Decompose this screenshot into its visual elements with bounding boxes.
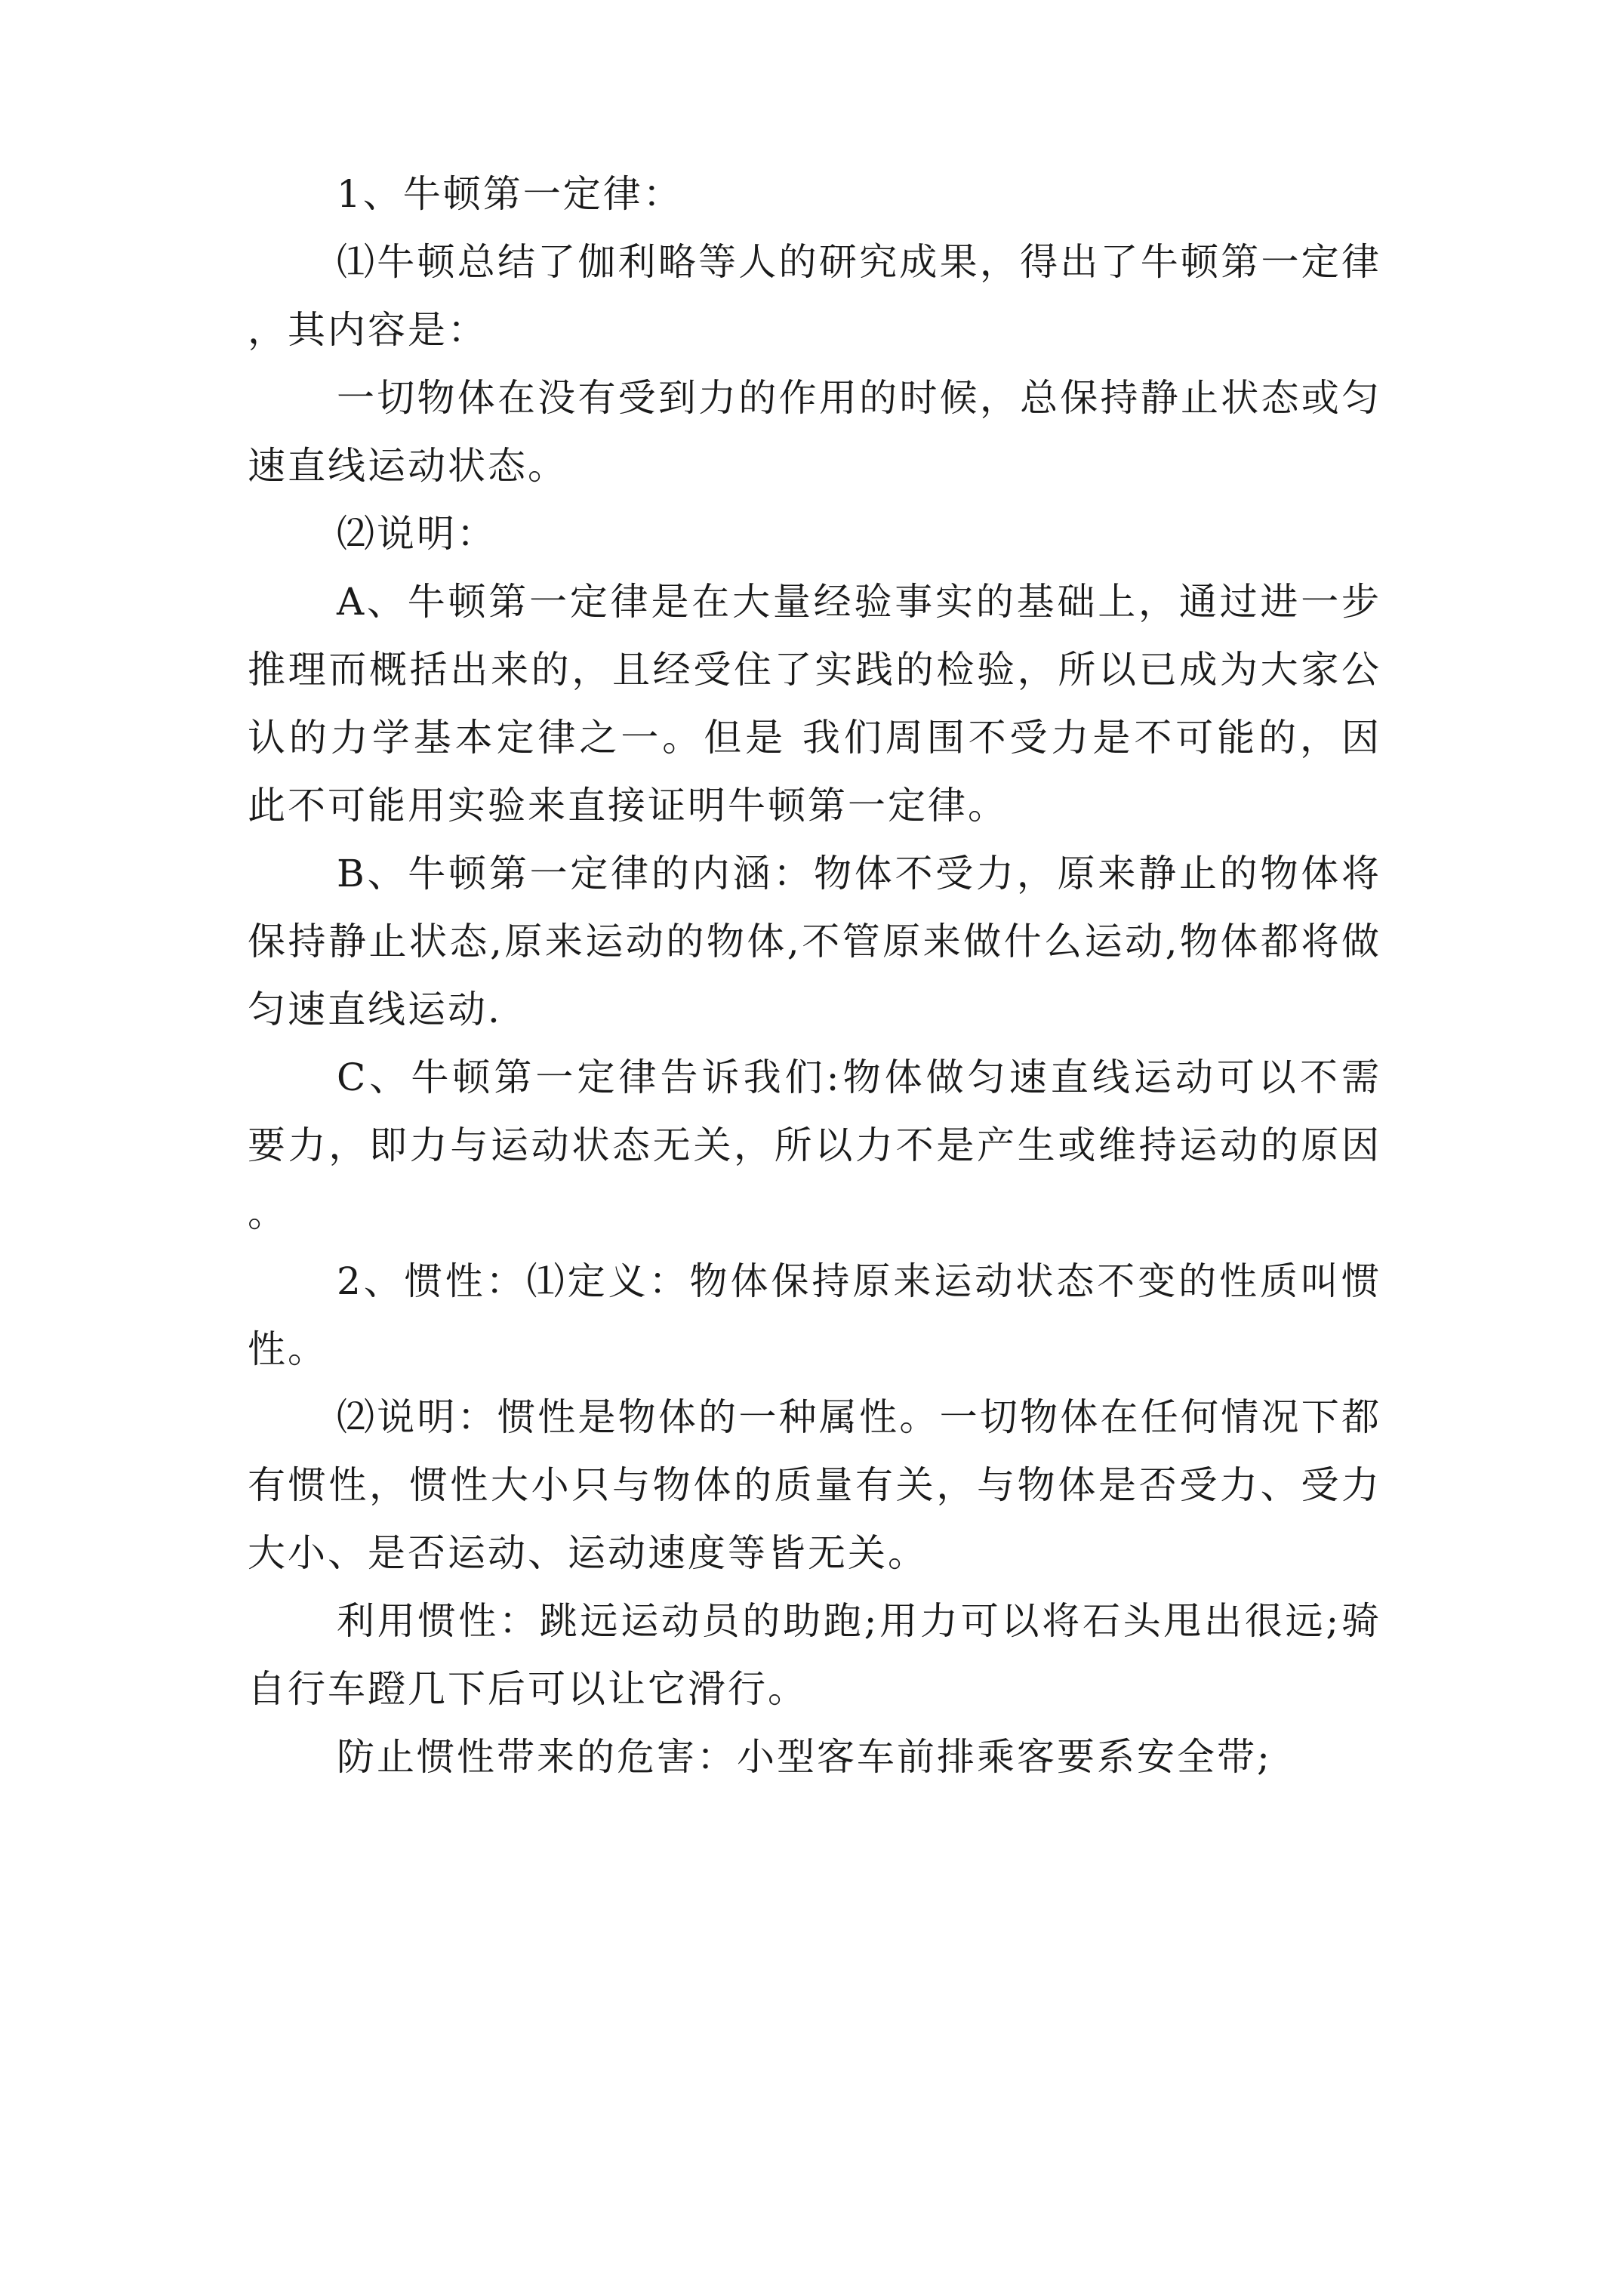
heading-newton-first-law: 1、牛顿第一定律： xyxy=(337,172,683,216)
paragraph-preventing-inertia-harm: 防止惯性带来的危害：小型客车前排乘客要系安全带; xyxy=(337,1735,1272,1779)
document-body xyxy=(248,160,1381,1791)
paragraph-point-c: C、牛顿第一定律告诉我们:物体做匀速直线运动可以不需要力，即力与运动状态无关，所以力不是产生或维持运动的原因。 xyxy=(248,1056,1381,1235)
paragraph-law-statement-intro: ⑴牛顿总结了伽利略等人的研究成果，得出了牛顿第一定律，其内容是： xyxy=(248,240,1381,352)
paragraph-using-inertia: 利用惯性：跳远运动员的助跑;用力可以将石头甩出很远;骑自行车蹬几下后可以让它滑行。 xyxy=(248,1599,1381,1711)
paragraph-point-b: B、牛顿第一定律的内涵：物体不受力，原来静止的物体将保持静止状态,原来运动的物体,不管原来做什么运动,物体都将做匀速直线运动. xyxy=(248,852,1381,1031)
paragraph-inertia-explanation: ⑵说明：惯性是物体的一种属性。一切物体在任何情况下都有惯性，惯性大小只与物体的质量有关，与物体是否受力、受力大小、是否运动、运动速度等皆无关。 xyxy=(248,1395,1381,1575)
heading-inertia-definition: 2、惯性：⑴定义：物体保持原来运动状态不变的性质叫惯性。 xyxy=(248,1259,1381,1371)
paragraph-law-content: 一切物体在没有受到力的作用的时候，总保持静止状态或匀速直线运动状态。 xyxy=(248,376,1381,488)
paragraph-point-a: A、牛顿第一定律是在大量经验事实的基础上，通过进一步推理而概括出来的，且经受住了实践的检验，所以已成为大家公认的力学基本定律之一。但是 我们周围不受力是不可能的，因此不可能用实验来直接证明牛顿第一定律。 xyxy=(248,580,1381,827)
subheading-explanation: ⑵说明： xyxy=(337,512,497,556)
